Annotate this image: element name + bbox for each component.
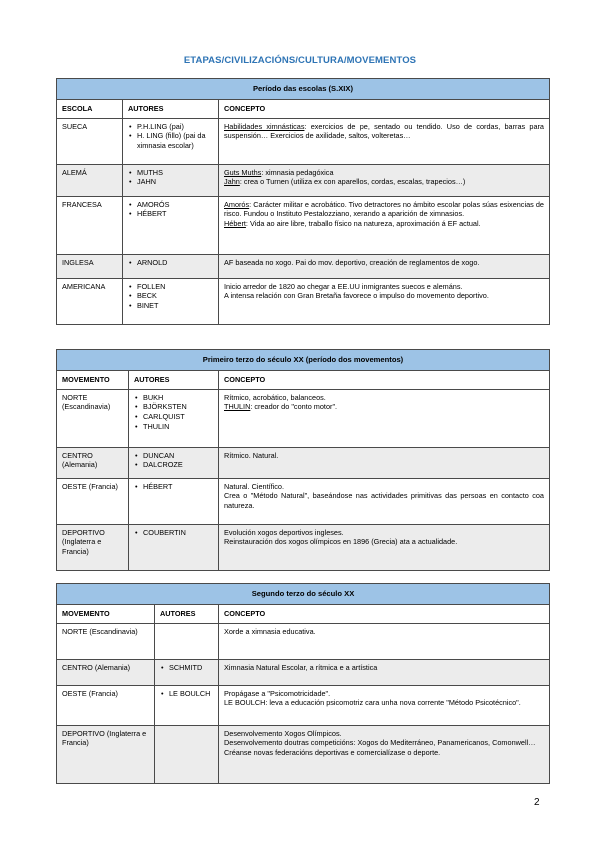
column-header-row (57, 371, 550, 390)
row-label-cell (57, 685, 155, 725)
concept-cell (219, 254, 550, 278)
author-item: • BJÖRKSTEN (134, 402, 213, 412)
row-label: CENTRO (Alemania) (62, 450, 98, 470)
row-label-cell (57, 659, 155, 685)
concept-line (224, 451, 544, 461)
table-row (57, 118, 550, 164)
author-item: • CARLQUIST (134, 412, 213, 422)
row-label: SUECA (62, 121, 88, 131)
concept-cell (219, 164, 550, 196)
row-label-cell (57, 478, 129, 524)
table-row (57, 659, 550, 685)
concept-text: Créanse novas federacións deportivas e comercialízase o deporte. (224, 747, 441, 757)
concept-line (224, 537, 544, 547)
column-header-row (57, 605, 550, 624)
concept-cell (219, 623, 550, 659)
author-item: • MUTHS (128, 168, 213, 178)
row-label: FRANCESA (62, 199, 102, 209)
concept-text: A intensa relación con Gran Bretaña favorece o impulso do movemento deportivo. (224, 291, 489, 301)
author-item: • HÉBERT (134, 482, 213, 492)
authors-cell (123, 196, 219, 254)
row-label: DEPORTIVO (Inglaterra e Francia) (62, 527, 105, 556)
authors-cell (129, 478, 219, 524)
author-item: • THULIN (134, 422, 213, 432)
table-row (57, 623, 550, 659)
row-label-cell (57, 254, 123, 278)
concept-line (224, 627, 544, 637)
concept-cell (219, 447, 550, 478)
column-header: MOVEMENTO (57, 605, 155, 624)
concept-line (224, 282, 544, 292)
authors-cell (155, 659, 219, 685)
table-row (57, 278, 550, 324)
author-item: • ARNOLD (128, 258, 213, 268)
concept-cell (219, 685, 550, 725)
row-label: INGLESA (62, 257, 94, 267)
concept-term: Guts Muths (224, 167, 262, 177)
authors-list (160, 689, 213, 699)
column-header: AUTORES (129, 371, 219, 390)
concept-line (224, 402, 544, 412)
section-heading-row (57, 584, 550, 605)
authors-list (134, 451, 213, 470)
row-label: CENTRO (Alemania) (62, 662, 131, 672)
row-label: NORTE (Escandinavia) (62, 392, 111, 412)
concept-cell (219, 478, 550, 524)
concept-text: Rítmico, acrobático, balanceos. (224, 392, 326, 402)
author-item: • COUBERTIN (134, 528, 213, 538)
authors-list (134, 528, 213, 538)
concept-cell (219, 725, 550, 783)
authors-cell (129, 447, 219, 478)
author-item: • HÉBERT (128, 209, 213, 219)
concept-text: Desenvolvemento Xogos Olímpicos. (224, 728, 342, 738)
concept-cell (219, 659, 550, 685)
table-row (57, 725, 550, 783)
author-item: • BECK (128, 291, 213, 301)
row-label-cell (57, 389, 129, 447)
authors-list (128, 258, 213, 268)
authors-list (160, 663, 213, 673)
concept-text: : creador do "conto motor". (250, 402, 338, 412)
author-item: • AMORÓS (128, 200, 213, 210)
concept-term: Habilidades ximnásticas (224, 121, 305, 131)
concept-cell (219, 524, 550, 570)
row-label: AMERICANA (62, 281, 106, 291)
concept-line (224, 663, 544, 673)
concept-term: Amorós (224, 199, 250, 209)
concept-line (224, 122, 544, 141)
concept-line (224, 491, 544, 510)
concept-text: Desenvolvemento doutras competicións: Xogos do Mediterráneo, Panamericanos, Comonwell… (224, 738, 536, 748)
column-header: CONCEPTO (219, 605, 550, 624)
row-label: OESTE (Francia) (62, 688, 118, 698)
table-row (57, 478, 550, 524)
author-item: • P.H.LING (pai) (128, 122, 213, 132)
authors-list (134, 393, 213, 432)
concept-line (224, 291, 544, 301)
concept-text: Crea o "Método Natural", baseándose nas actividades primitivas das persoas en contacto coa natureza. (224, 491, 544, 510)
concept-cell (219, 196, 550, 254)
authors-cell (129, 389, 219, 447)
concept-text: Natural. Científico. (224, 481, 285, 491)
concept-line (224, 168, 544, 178)
concept-text: : exercicios de pe, sentado ou tendido. Uso de cordas, barras para suspensión… Exercicios de axilidade, saltos, volteretas… (224, 121, 544, 141)
concept-line (224, 482, 544, 492)
page-number: 2 (534, 797, 540, 808)
table-row (57, 685, 550, 725)
row-label: ALEMÁ (62, 167, 87, 177)
column-header: AUTORES (123, 100, 219, 119)
table-segundo-terzo (56, 583, 550, 784)
concept-text: : crea o Turnen (utiliza ex con aparellos, cordas, escalas, trapecios…) (239, 177, 466, 187)
authors-cell (123, 254, 219, 278)
concept-line (224, 729, 544, 739)
authors-list (128, 122, 213, 151)
table-row (57, 196, 550, 254)
concept-text: : Carácter militar e acrobático. Tivo detractores no ámbito escolar polas súas esixencias de risco. Fundou o Instituto Pestalozziano, xerando a aparición de ximnasios. (224, 199, 544, 219)
author-item: • FOLLEN (128, 282, 213, 292)
authors-cell (123, 118, 219, 164)
section-heading: Primeiro terzo do século XX (período dos movementos) (57, 350, 550, 371)
column-header: CONCEPTO (219, 371, 550, 390)
document-title: ETAPAS/CIVILIZACIÓNS/CULTURA/MOVEMENTOS (183, 55, 417, 66)
author-item: • BUKH (134, 393, 213, 403)
row-label-cell (57, 725, 155, 783)
author-item: • BINET (128, 301, 213, 311)
author-item: • JAHN (128, 177, 213, 187)
table-row (57, 389, 550, 447)
row-label-cell (57, 118, 123, 164)
table-row (57, 254, 550, 278)
concept-text: Propágase a "Psicomotricidade". (224, 688, 331, 698)
concept-cell (219, 389, 550, 447)
table-primeiro-terzo (56, 349, 550, 571)
authors-cell (123, 278, 219, 324)
concept-line (224, 698, 544, 708)
concept-text: : Vida ao aire libre, traballo físico na natureza, aproximación á EF actual. (245, 218, 481, 228)
authors-cell (155, 685, 219, 725)
authors-list (128, 200, 213, 219)
concept-line (224, 689, 544, 699)
column-header: MOVEMENTO (57, 371, 129, 390)
row-label-cell (57, 447, 129, 478)
authors-cell (123, 164, 219, 196)
concept-line (224, 219, 544, 229)
section-heading: Segundo terzo do século XX (57, 584, 550, 605)
table-row (57, 164, 550, 196)
author-item: • SCHMITD (160, 663, 213, 673)
row-label-cell (57, 196, 123, 254)
authors-list (128, 168, 213, 187)
authors-cell (155, 725, 219, 783)
row-label-cell (57, 164, 123, 196)
row-label: DEPORTIVO (Inglaterra e Francia) (62, 728, 147, 748)
concept-text: Xorde a ximnasia educativa. (224, 626, 316, 636)
column-header: AUTORES (155, 605, 219, 624)
concept-cell (219, 278, 550, 324)
concept-line (224, 393, 544, 403)
concept-text: Ximnasia Natural Escolar, a rítmica e a artística (224, 662, 378, 672)
authors-cell (155, 623, 219, 659)
concept-text: Rítmico. Natural. (224, 450, 279, 460)
concept-line (224, 528, 544, 538)
authors-list (128, 282, 213, 311)
table-periodo-escolas (56, 78, 550, 325)
concept-line (224, 177, 544, 187)
concept-line (224, 258, 544, 268)
concept-text: Evolución xogos deportivos ingleses. (224, 527, 344, 537)
table-row (57, 524, 550, 570)
author-item: • DUNCAN (134, 451, 213, 461)
row-label: NORTE (Escandinavia) (62, 626, 138, 636)
concept-cell (219, 118, 550, 164)
row-label-cell (57, 524, 129, 570)
column-header: ESCOLA (57, 100, 123, 119)
row-label-cell (57, 623, 155, 659)
concept-line (224, 200, 544, 219)
column-header-row (57, 100, 550, 119)
section-heading-row (57, 350, 550, 371)
author-item: • H. LING (fillo) (pai da ximnasia escolar) (128, 131, 213, 150)
column-header: CONCEPTO (219, 100, 550, 119)
concept-line (224, 748, 544, 758)
concept-term: THULIN (224, 402, 251, 412)
author-item: • LE BOULCH (160, 689, 213, 699)
concept-text: Inicio arredor de 1820 ao chegar a EE.UU inmigrantes suecos e alemáns. (224, 281, 463, 291)
concept-text: : ximnasia pedagóxica (261, 167, 334, 177)
concept-text: LE BOULCH: leva a educación psicomotriz cara unha nova corrente "Método Psicotécnico". (224, 698, 521, 708)
concept-term: Hébert (224, 218, 246, 228)
concept-text: AF baseada no xogo. Pai do mov. deportivo, creación de reglamentos de xogo. (224, 257, 480, 267)
concept-line (224, 738, 544, 748)
row-label: OESTE (Francia) (62, 481, 118, 491)
row-label-cell (57, 278, 123, 324)
authors-cell (129, 524, 219, 570)
section-heading: Período das escolas (S.XIX) (57, 79, 550, 100)
section-heading-row (57, 79, 550, 100)
authors-list (134, 482, 213, 492)
concept-text: Reinstauración dos xogos olímpicos en 1896 (Grecia) ata a actualidade. (224, 537, 458, 547)
author-item: • DALCROZE (134, 460, 213, 470)
table-row (57, 447, 550, 478)
concept-term: Jahn (224, 177, 240, 187)
